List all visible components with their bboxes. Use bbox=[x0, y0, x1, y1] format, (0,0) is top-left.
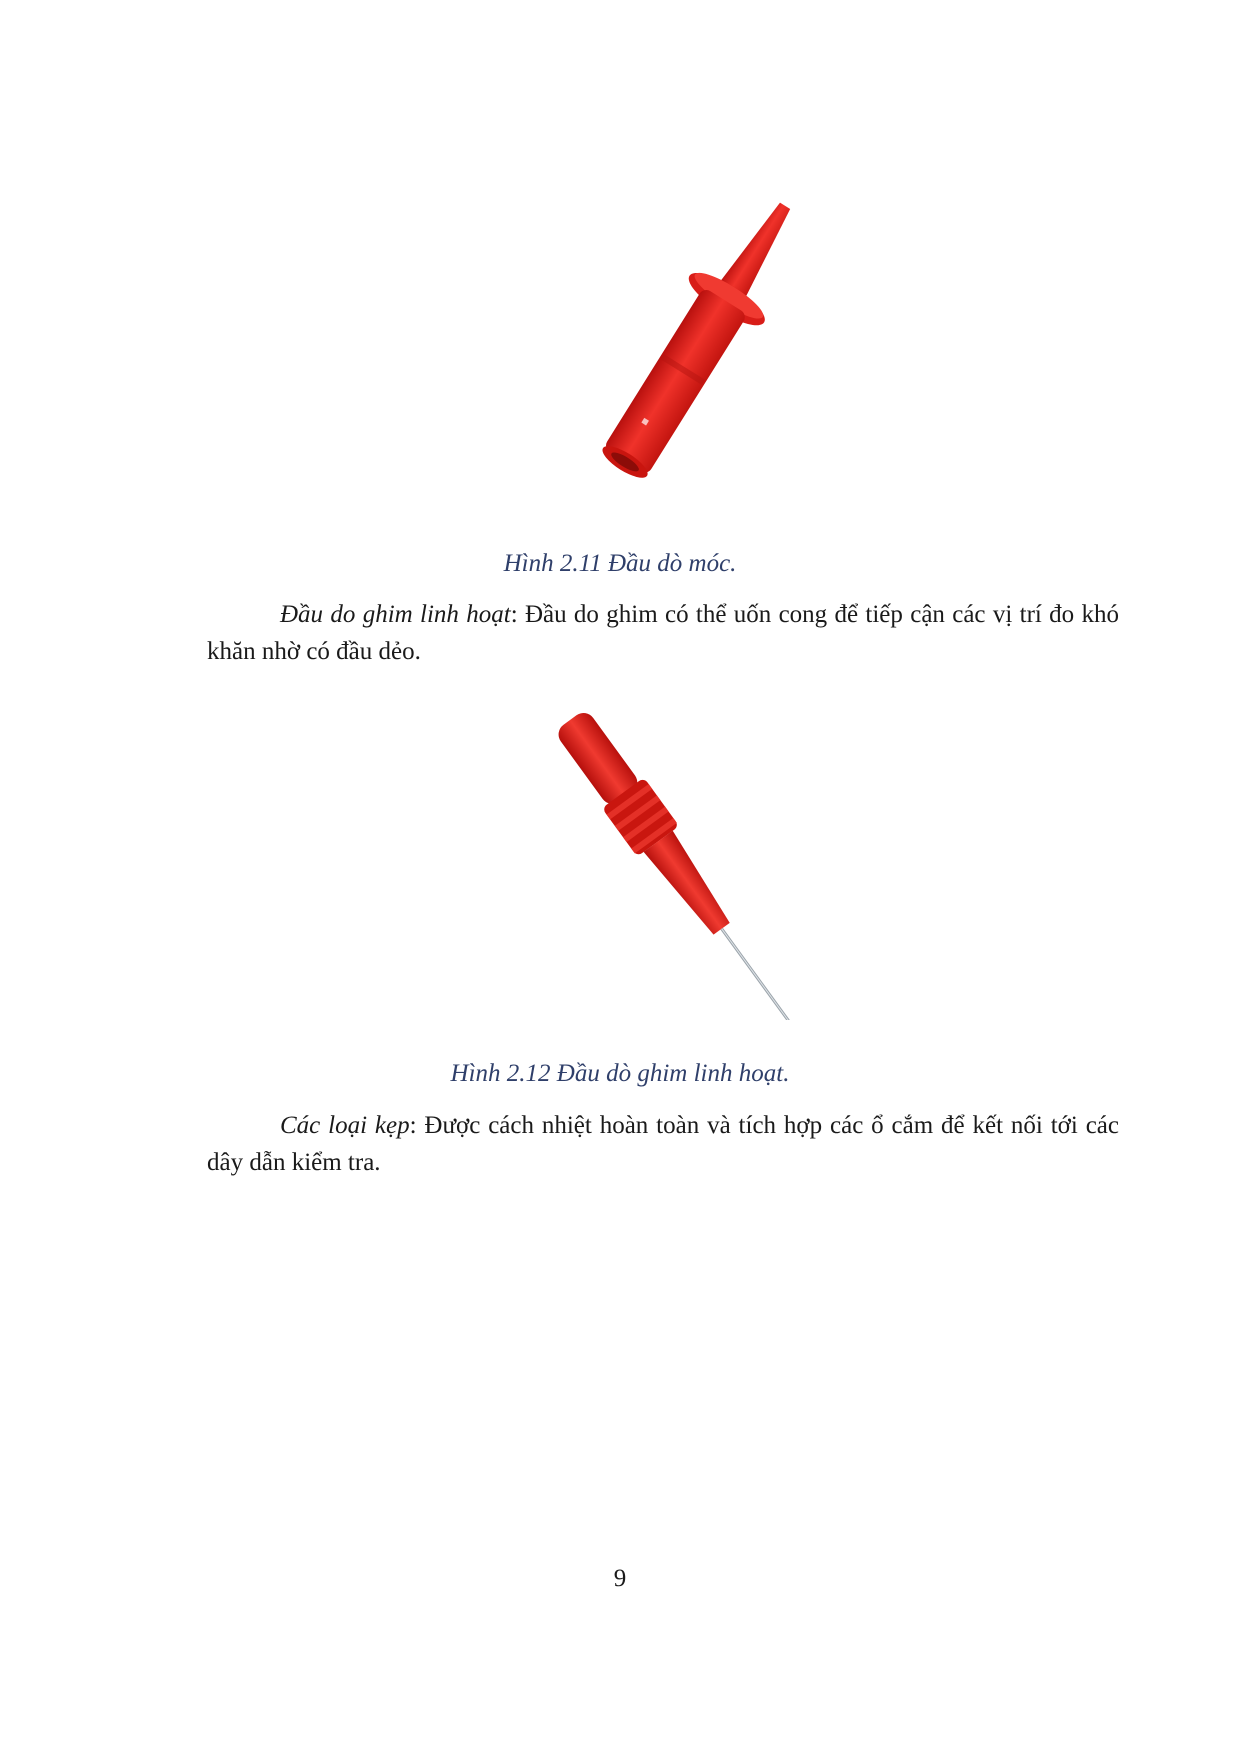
svg-text:▪: ▪ bbox=[638, 413, 653, 429]
paragraph-term: Đầu do ghim linh hoạt bbox=[280, 601, 511, 628]
flexible-pin-probe-image bbox=[520, 690, 870, 1020]
paragraph-flexible-pin-probe bbox=[207, 596, 1119, 670]
figure-2-12-caption: Hình 2.12 Đầu dò ghim linh hoạt. bbox=[450, 1060, 790, 1087]
page-number: 9 bbox=[613, 1565, 627, 1592]
paragraph-term: Các loại kẹp bbox=[280, 1112, 410, 1139]
figure-2-11-caption: Hình 2.11 Đầu dò móc. bbox=[503, 550, 737, 577]
hook-probe-image bbox=[520, 175, 870, 525]
paragraph-text: : Đầu do ghim có thể uốn cong để tiếp cận các vị trí đo khó khăn nhờ có đầu dẻo. bbox=[207, 601, 1119, 665]
paragraph-clip-types bbox=[207, 1107, 1119, 1181]
paragraph-text: : Được cách nhiệt hoàn toàn và tích hợp các ổ cắm để kết nối tới các dây dẫn kiểm tra. bbox=[207, 1112, 1119, 1176]
